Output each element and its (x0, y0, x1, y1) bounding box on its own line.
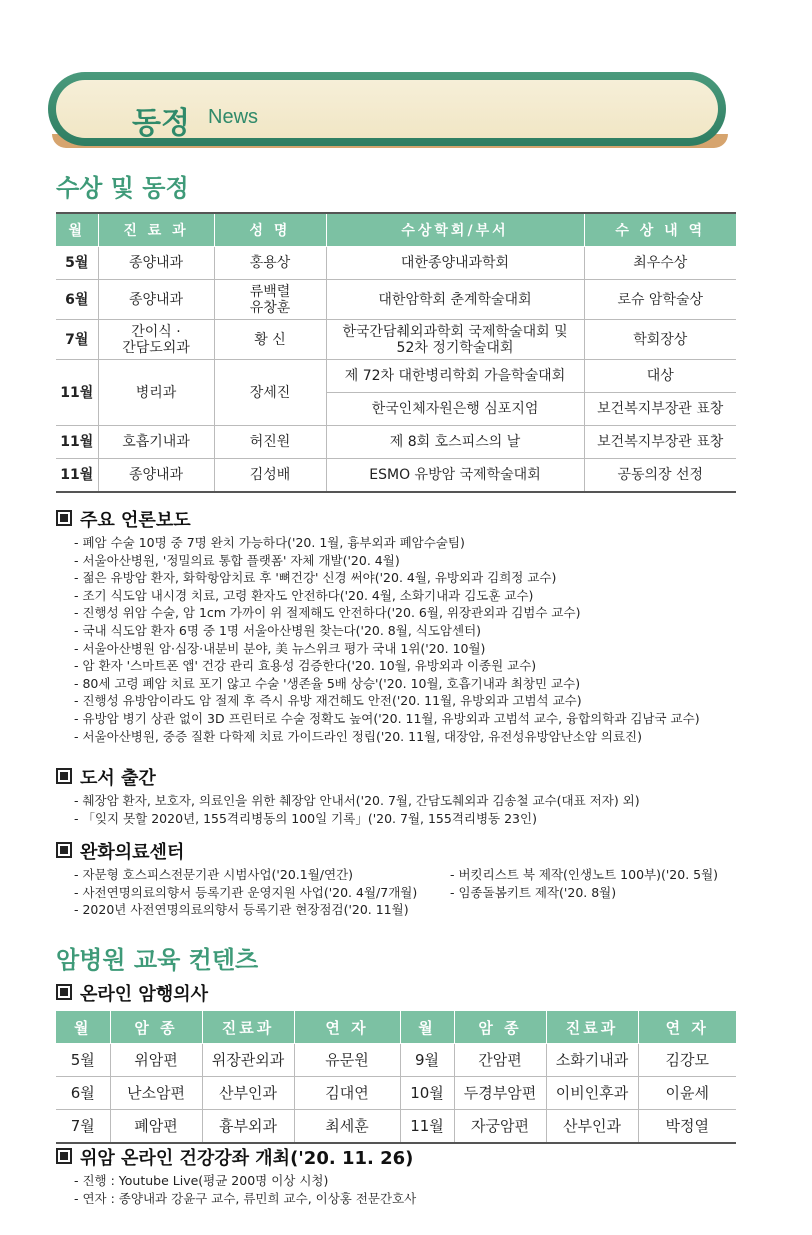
award-prize: 로슈 암학술상 (584, 280, 736, 320)
list-item: - 「잊지 못할 2020년, 155격리병동의 100일 기록」('20. 7월, 155격리병동 23인) (74, 810, 640, 828)
edu-cell: 유문원 (294, 1044, 400, 1077)
palliative-heading (56, 838, 184, 864)
awards-header-row (56, 213, 736, 247)
award-name: 황 신 (214, 320, 326, 360)
edu-header: 월 (400, 1011, 454, 1044)
palliative-left-list (74, 866, 417, 919)
lecture-heading (56, 1144, 413, 1170)
education-subtitle: 온라인 암행의사 (80, 984, 208, 1005)
square-bullet-icon (56, 984, 72, 1000)
list-item: - 국내 식도암 환자 6명 중 1명 서울아산병원 찾는다('20. 8월, 식도암센터) (74, 622, 700, 640)
awards-header-month: 월 (56, 213, 98, 247)
award-name: 장세진 (214, 360, 326, 426)
award-dept: 종양내과 (98, 247, 214, 280)
list-item: - 진행 : Youtube Live(평균 200명 이상 시청) (74, 1172, 416, 1190)
edu-header: 진료과 (546, 1011, 638, 1044)
list-item: - 버킷리스트 북 제작(인생노트 100부)('20. 5월) (450, 866, 718, 884)
table-row (56, 1110, 736, 1144)
awards-title: 수상 및 동정 (56, 174, 189, 202)
list-item: - 유방암 병기 상관 없이 3D 프린터로 수술 정확도 높여('20. 11월, 유방외과 고범석 교수, 융합의학과 김남국 교수) (74, 710, 700, 728)
table-row (56, 360, 736, 393)
edu-cell: 김대연 (294, 1077, 400, 1110)
list-item: - 진행성 위암 수술, 암 1cm 가까이 위 절제해도 안전하다('20. 6월, 위장관외과 김범수 교수) (74, 604, 700, 622)
edu-cell: 위장관외과 (202, 1044, 294, 1077)
list-item: - 진행성 유방암이라도 암 절제 후 즉시 유방 재건해도 안전('20. 11월, 유방외과 고범석 교수) (74, 692, 700, 710)
education-title: 암병원 교육 컨텐츠 (56, 946, 259, 974)
award-name: 김성배 (214, 459, 326, 493)
education-table (56, 1010, 736, 1144)
edu-cell: 자궁암편 (454, 1110, 546, 1144)
edu-cell: 7월 (56, 1110, 110, 1144)
award-dept: 종양내과 (98, 280, 214, 320)
award-society: 대한종양내과학회 (326, 247, 584, 280)
edu-cell: 이비인후과 (546, 1077, 638, 1110)
edu-cell: 두경부암편 (454, 1077, 546, 1110)
awards-header-award: 수 상 내 역 (584, 213, 736, 247)
award-name: 허진원 (214, 426, 326, 459)
news-banner (48, 72, 726, 146)
awards-header-dept: 진 료 과 (98, 213, 214, 247)
table-row (56, 280, 736, 320)
edu-header: 연 자 (294, 1011, 400, 1044)
list-item: - 서울아산병원 암·심장·내분비 분야, 美 뉴스위크 평가 국내 1위('20. 10월) (74, 640, 700, 658)
list-item: - 사전연명의료의향서 등록기관 운영지원 사업('20. 4월/7개월) (74, 884, 417, 902)
edu-cell: 11월 (400, 1110, 454, 1144)
press-title: 주요 언론보도 (80, 510, 191, 531)
list-item: - 연자 : 종양내과 강윤구 교수, 류민희 교수, 이상홍 전문간호사 (74, 1190, 416, 1208)
list-item: - 자문형 호스피스전문기관 시범사업('20.1월/연간) (74, 866, 417, 884)
award-society: 대한암학회 춘계학술대회 (326, 280, 584, 320)
award-prize: 최우수상 (584, 247, 736, 280)
palliative-title: 완화의료센터 (80, 842, 185, 863)
edu-cell: 박정열 (638, 1110, 736, 1144)
banner-title: 동정 (132, 106, 190, 141)
award-name: 홍용상 (214, 247, 326, 280)
edu-header: 진료과 (202, 1011, 294, 1044)
list-item: - 암 환자 '스마트폰 앱' 건강 관리 효용성 검증한다('20. 10월, 유방외과 이종원 교수) (74, 657, 700, 675)
award-dept: 간이식 · 간담도외과 (98, 320, 214, 360)
books-heading (56, 764, 156, 790)
press-heading (56, 506, 191, 532)
list-item: - 젊은 유방암 환자, 화학항암치료 후 '뼈건강' 신경 써야('20. 4월, 유방외과 김희정 교수) (74, 569, 700, 587)
edu-cell: 9월 (400, 1044, 454, 1077)
table-row (56, 1077, 736, 1110)
edu-cell: 폐암편 (110, 1110, 202, 1144)
award-month: 7월 (56, 320, 98, 360)
palliative-right-list (450, 866, 718, 901)
award-dept: 호흡기내과 (98, 426, 214, 459)
books-title: 도서 출간 (80, 768, 156, 789)
awards-header-name: 성 명 (214, 213, 326, 247)
square-bullet-icon (56, 1148, 72, 1164)
table-row (56, 320, 736, 360)
edu-cell: 10월 (400, 1077, 454, 1110)
award-society: ESMO 유방암 국제학술대회 (326, 459, 584, 493)
edu-cell: 5월 (56, 1044, 110, 1077)
books-list (74, 792, 640, 827)
lecture-list (74, 1172, 416, 1207)
award-prize: 학회장상 (584, 320, 736, 360)
award-prize: 공동의장 선정 (584, 459, 736, 493)
award-name: 류백렬 유창훈 (214, 280, 326, 320)
edu-cell: 산부인과 (202, 1077, 294, 1110)
award-society: 제 8회 호스피스의 날 (326, 426, 584, 459)
award-prize: 대상 (584, 360, 736, 393)
award-dept: 병리과 (98, 360, 214, 426)
award-society: 제 72차 대한병리학회 가을학술대회 (326, 360, 584, 393)
edu-header: 연 자 (638, 1011, 736, 1044)
edu-header: 암 종 (110, 1011, 202, 1044)
edu-cell: 최세훈 (294, 1110, 400, 1144)
lecture-title: 위암 온라인 건강강좌 개최('20. 11. 26) (80, 1148, 414, 1169)
education-header-row (56, 1011, 736, 1044)
list-item: - 서울아산병원, '정밀의료 통합 플랫폼' 자체 개발('20. 4월) (74, 552, 700, 570)
table-row (56, 247, 736, 280)
list-item: - 서울아산병원, 중증 질환 다학제 치료 가이드라인 정립('20. 11월, 대장암, 유전성유방암난소암 의료진) (74, 728, 700, 746)
edu-cell: 6월 (56, 1077, 110, 1110)
edu-cell: 소화기내과 (546, 1044, 638, 1077)
award-prize: 보건복지부장관 표창 (584, 393, 736, 426)
edu-header: 암 종 (454, 1011, 546, 1044)
table-row (56, 426, 736, 459)
edu-cell: 산부인과 (546, 1110, 638, 1144)
award-prize: 보건복지부장관 표창 (584, 426, 736, 459)
award-society: 한국간담췌외과학회 국제학술대회 및 52차 정기학술대회 (326, 320, 584, 360)
banner-inner (56, 80, 718, 141)
edu-header: 월 (56, 1011, 110, 1044)
edu-cell: 위암편 (110, 1044, 202, 1077)
edu-cell: 김강모 (638, 1044, 736, 1077)
awards-header-society: 수상학회/부서 (326, 213, 584, 247)
list-item: - 폐암 수술 10명 중 7명 완치 가능하다('20. 1월, 흉부외과 폐암수술팀) (74, 534, 700, 552)
edu-cell: 간암편 (454, 1044, 546, 1077)
award-dept: 종양내과 (98, 459, 214, 493)
table-row (56, 459, 736, 493)
awards-table (56, 212, 736, 493)
award-month: 11월 (56, 459, 98, 493)
table-row (56, 1044, 736, 1077)
edu-cell: 흉부외과 (202, 1110, 294, 1144)
square-bullet-icon (56, 768, 72, 784)
award-month: 5월 (56, 247, 98, 280)
list-item: - 80세 고령 폐암 치료 포기 않고 수술 '생존율 5배 상승'('20. 10월, 호흡기내과 최창민 교수) (74, 675, 700, 693)
list-item: - 췌장암 환자, 보호자, 의료인을 위한 췌장암 안내서('20. 7월, 간담도췌외과 김송철 교수(대표 저자) 외) (74, 792, 640, 810)
edu-cell: 이윤세 (638, 1077, 736, 1110)
square-bullet-icon (56, 510, 72, 526)
list-item: - 2020년 사전연명의료의향서 등록기관 현장점검('20. 11월) (74, 901, 417, 919)
banner-subtitle: News (208, 106, 259, 128)
award-month: 6월 (56, 280, 98, 320)
list-item: - 임종돌봄키트 제작('20. 8월) (450, 884, 718, 902)
square-bullet-icon (56, 842, 72, 858)
education-heading (56, 980, 208, 1006)
press-list (74, 534, 700, 745)
award-month: 11월 (56, 360, 98, 426)
award-society: 한국인체자원은행 심포지엄 (326, 393, 584, 426)
list-item: - 조기 식도암 내시경 치료, 고령 환자도 안전하다('20. 4월, 소화기내과 김도훈 교수) (74, 587, 700, 605)
award-month: 11월 (56, 426, 98, 459)
edu-cell: 난소암편 (110, 1077, 202, 1110)
